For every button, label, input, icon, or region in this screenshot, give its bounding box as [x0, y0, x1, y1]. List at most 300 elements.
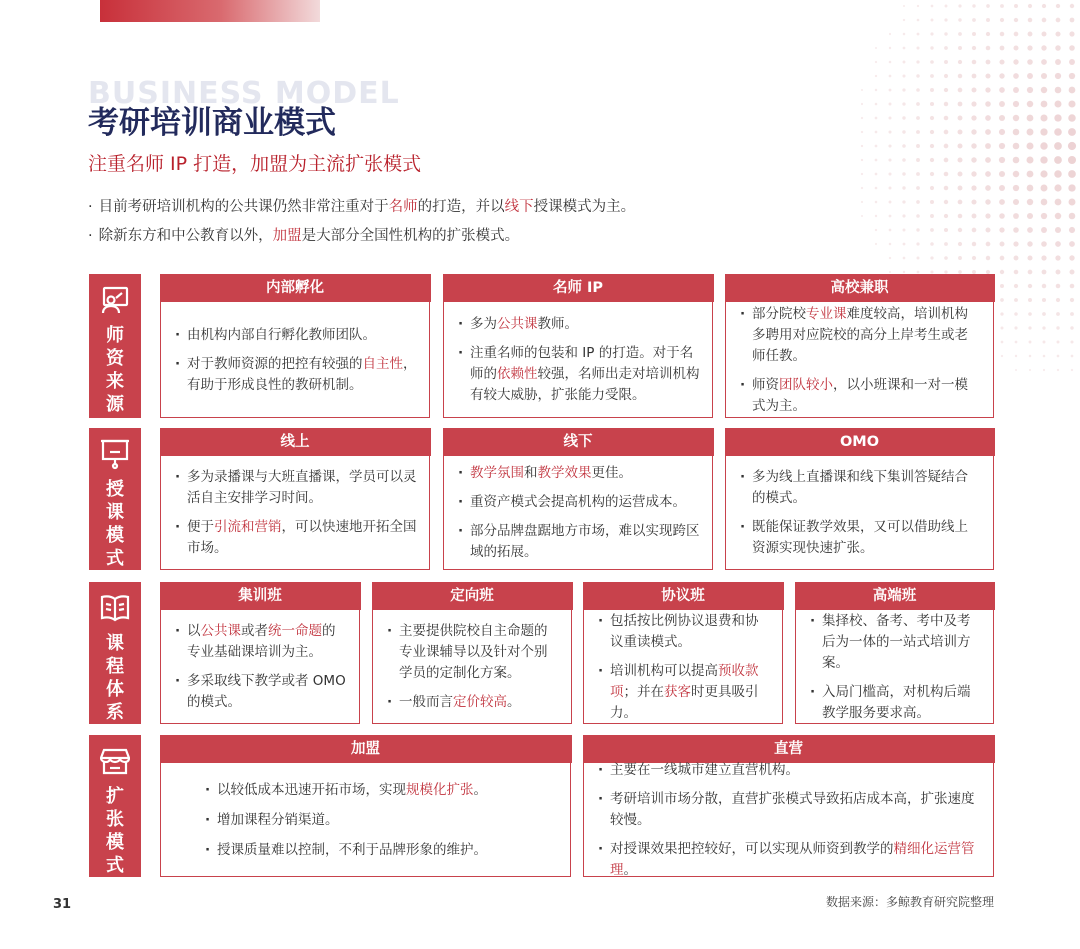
book-icon — [99, 590, 131, 626]
card-title: 高校兼职 — [725, 274, 995, 302]
decorative-dot — [958, 88, 963, 93]
decorative-dot — [957, 129, 962, 134]
decorative-dot — [958, 102, 963, 107]
body-text: 教师。 — [537, 316, 578, 332]
body-text: 的打造，并以 — [417, 199, 505, 215]
bullet-dot: · — [88, 228, 93, 244]
bullet-dot: · — [88, 199, 93, 215]
decorative-dot — [1042, 270, 1047, 275]
decorative-dot — [1027, 185, 1034, 192]
decorative-dot — [1013, 115, 1019, 121]
decorative-dot — [972, 74, 977, 79]
decorative-dot — [1029, 355, 1032, 358]
decorative-dot — [1057, 355, 1060, 358]
decorative-dot — [985, 129, 991, 135]
decorative-dot — [930, 242, 934, 246]
decorative-dot — [971, 87, 976, 92]
section-label-text: 师资来源 — [106, 325, 124, 415]
card-bullet-item — [598, 789, 981, 831]
decorative-dot — [1042, 4, 1046, 8]
intro-line-1 — [88, 195, 635, 224]
body-text: 以较低成本迅速开拓市场，实现 — [217, 782, 406, 798]
highlight-text: 教学效果 — [537, 465, 592, 481]
decorative-dot — [958, 60, 962, 64]
decorative-dot — [1027, 157, 1034, 164]
decorative-dot — [944, 242, 948, 246]
card-title: 线下 — [443, 428, 714, 456]
decorative-dot — [902, 214, 905, 217]
decorative-dot — [861, 187, 863, 189]
section-label-course-system — [89, 582, 141, 724]
decorative-dot — [875, 61, 877, 63]
decorative-dot — [902, 88, 905, 91]
decorative-dot — [1029, 369, 1031, 371]
body-text: ，可以快速地开拓全国市场。 — [187, 519, 417, 556]
card-title: 名师 IP — [443, 274, 714, 302]
decorative-dot — [1013, 143, 1020, 150]
card-title: 定向班 — [372, 582, 573, 610]
card-item-list — [175, 467, 417, 559]
section-label-text: 授课模式 — [106, 479, 124, 569]
decorative-dot — [1057, 369, 1059, 371]
decorative-dot — [1041, 31, 1046, 36]
decorative-dot — [1069, 227, 1075, 233]
decorative-dot — [1027, 73, 1033, 79]
data-source-note: 数据来源：多鲸教育研究院整理 — [825, 895, 994, 909]
decorative-dot — [1069, 73, 1075, 79]
decorative-dot — [1000, 298, 1004, 302]
decorative-dot — [986, 32, 990, 36]
decorative-dot — [958, 200, 963, 205]
highlight-text: 统一命题 — [268, 623, 322, 639]
decorative-dot — [902, 102, 905, 105]
decorative-dot — [1055, 73, 1061, 79]
highlight-text: 依赖性 — [497, 366, 538, 382]
decorative-dot — [1027, 129, 1034, 136]
decorative-dot — [1056, 270, 1061, 275]
decorative-dot — [916, 172, 920, 176]
decorative-dot — [1055, 241, 1061, 247]
decorative-dot — [888, 116, 891, 119]
decorative-dot — [1054, 184, 1061, 191]
decorative-dot — [1029, 341, 1032, 344]
decorative-dot — [1041, 59, 1047, 65]
decorative-dot — [1027, 227, 1033, 233]
highlight-text: 团队较小 — [779, 376, 833, 393]
body-text: 。 — [623, 861, 637, 878]
section-label-text: 课程体系 — [106, 633, 124, 723]
decorative-dot — [1028, 298, 1032, 302]
decorative-dot — [1014, 284, 1018, 288]
decorative-dot — [1055, 213, 1061, 219]
decorative-dot — [972, 4, 975, 7]
decorative-dot — [971, 185, 976, 190]
card-bullet-item — [458, 343, 700, 406]
highlight-text: 教学氛围 — [470, 465, 524, 481]
decorative-dot — [1055, 199, 1062, 206]
decorative-dot — [1015, 369, 1017, 371]
decorative-dot — [999, 73, 1004, 78]
decorative-dot — [930, 200, 934, 204]
decorative-dot — [972, 32, 976, 36]
decorative-dot — [999, 101, 1005, 107]
decorative-dot — [902, 228, 905, 231]
body-text: ，以小班课和一对一模式为主。 — [752, 376, 968, 414]
decorative-dot — [861, 215, 863, 217]
decorative-dot — [1068, 184, 1075, 191]
decorative-dot — [1028, 326, 1031, 329]
card-item-list — [205, 779, 487, 861]
decorative-dot — [1015, 341, 1018, 344]
decorative-dot — [1027, 213, 1033, 219]
decorative-dot — [889, 215, 892, 218]
decorative-dot — [1015, 355, 1017, 357]
highlight-text: 精细化运营管理 — [610, 840, 975, 878]
decorative-dot — [985, 101, 991, 107]
decorative-dot — [861, 89, 863, 91]
section-label-teaching-mode — [89, 428, 141, 570]
decorative-dot — [986, 46, 991, 51]
decorative-dot — [875, 145, 878, 148]
decorative-dot — [1027, 199, 1033, 205]
body-text: 主要在一线城市建立直营机构。 — [610, 761, 799, 778]
decorative-dot — [944, 46, 948, 50]
card-premium-class — [795, 582, 994, 724]
decorative-dot — [971, 129, 976, 134]
decorative-dot — [944, 144, 949, 149]
decorative-dot — [930, 46, 933, 49]
decorative-dot — [1042, 312, 1046, 316]
decorative-dot — [944, 186, 949, 191]
decorative-dot — [903, 257, 906, 260]
body-text: 。 — [473, 782, 487, 798]
decorative-dot — [916, 214, 920, 218]
card-bullet-item — [810, 682, 981, 724]
card-bullet-item — [740, 304, 981, 367]
body-text: 集择校、备考、考中及考后为一体的一站式培训方案。 — [822, 612, 971, 671]
body-text: 授课质量难以控制，不利于品牌形象的维护。 — [217, 842, 487, 858]
card-item-list — [810, 611, 981, 724]
decorative-dot — [875, 47, 877, 49]
card-title: 直营 — [583, 735, 995, 763]
decorative-dot — [972, 18, 976, 22]
decorative-dot — [1056, 312, 1060, 316]
decorative-dot — [1055, 255, 1060, 260]
decorative-dot — [958, 172, 963, 177]
body-text: 由机构内部自行孵化教师团队。 — [187, 326, 376, 343]
decorative-dot — [999, 115, 1005, 121]
decorative-dot — [1054, 142, 1062, 150]
decorative-dot — [1014, 18, 1018, 22]
decorative-dot — [985, 199, 990, 204]
card-item-list — [458, 463, 700, 563]
decorative-dot — [985, 143, 991, 149]
decorative-dot — [1041, 255, 1046, 260]
highlight-text: 引流和营销 — [214, 519, 282, 535]
decorative-dot — [986, 60, 991, 65]
intro-line-2 — [88, 224, 635, 253]
decorative-dot — [1040, 156, 1047, 163]
decorative-dot — [986, 256, 990, 260]
card-intensive-class — [160, 582, 360, 724]
section-label-text: 扩张模式 — [106, 786, 124, 876]
decorative-dot — [1056, 284, 1061, 289]
card-bullet-item — [175, 671, 347, 713]
decorative-dot — [930, 172, 934, 176]
decorative-dot — [958, 74, 962, 78]
decorative-dot — [916, 200, 920, 204]
decorative-dot — [930, 32, 933, 35]
decorative-dot — [986, 4, 990, 8]
decorative-dot — [1068, 170, 1076, 178]
card-bullet-item — [810, 611, 981, 674]
body-text: 对于教师资源的把控有较强的 — [187, 355, 363, 372]
decorative-dot — [1069, 199, 1076, 206]
decorative-dot — [1041, 87, 1047, 93]
highlight-text: 专业课 — [806, 305, 847, 322]
decorative-dot — [1043, 369, 1045, 371]
decorative-dot — [1054, 156, 1062, 164]
decorative-dot — [1014, 298, 1018, 302]
decorative-dot — [945, 5, 948, 8]
decorative-dot — [916, 88, 920, 92]
presentation-icon — [100, 436, 130, 472]
decorative-dot — [1071, 355, 1074, 358]
watermark-text: BUSINESS MODEL — [88, 76, 400, 111]
store-icon — [100, 743, 130, 779]
decorative-dot — [916, 130, 920, 134]
decorative-dot — [875, 187, 878, 190]
decorative-dot — [889, 243, 892, 246]
decorative-dot — [917, 257, 920, 260]
decorative-dot — [916, 144, 920, 148]
decorative-dot — [1013, 59, 1018, 64]
decorative-dot — [1013, 227, 1019, 233]
highlight-text: 加盟 — [272, 228, 302, 244]
teacher-icon — [100, 282, 130, 318]
body-text: 的专业基础课培训为主。 — [187, 623, 336, 660]
body-text: ；并在 — [623, 683, 664, 700]
card-bullet-item — [205, 839, 487, 861]
decorative-dot — [1013, 213, 1019, 219]
decorative-dot — [902, 172, 905, 175]
highlight-text: 预收款项 — [610, 662, 759, 700]
decorative-dot — [917, 5, 919, 7]
intro-list — [88, 195, 635, 253]
body-text: 重资产模式会提高机构的运营成本。 — [470, 494, 686, 510]
decorative-dot — [986, 228, 991, 233]
decorative-dot — [916, 60, 919, 63]
decorative-dot — [1028, 284, 1032, 288]
decorative-dot — [930, 228, 934, 232]
decorative-dot — [916, 46, 919, 49]
decorative-dot — [1041, 185, 1048, 192]
body-text: 入局门槛高，对机构后端教学服务要求高。 — [822, 683, 971, 721]
card-bullet-item — [175, 621, 347, 663]
highlight-text: 获客 — [664, 683, 691, 700]
decorative-dot — [916, 186, 920, 190]
body-text: 便于 — [187, 519, 214, 535]
decorative-dot — [1069, 241, 1075, 247]
card-bullet-item — [387, 692, 559, 713]
decorative-dot — [1070, 284, 1075, 289]
decorative-dot — [889, 201, 892, 204]
decorative-dot — [1013, 171, 1020, 178]
decorative-dot — [875, 229, 877, 231]
decorative-dot — [1056, 18, 1061, 23]
decorative-dot — [1068, 142, 1076, 150]
decorative-dot — [889, 257, 891, 259]
body-text: 包括按比例协议退费和协议重读模式。 — [610, 612, 759, 650]
card-bullet-item — [175, 517, 417, 559]
decorative-dot — [1069, 59, 1075, 65]
decorative-dot — [916, 102, 920, 106]
body-text: 多为 — [470, 316, 497, 332]
decorative-dot — [999, 213, 1005, 219]
decorative-dot — [971, 143, 976, 148]
decorative-dot — [1000, 32, 1005, 37]
decorative-dot — [1070, 4, 1074, 8]
decorative-dot — [985, 185, 991, 191]
decorative-dot — [1041, 227, 1047, 233]
decorative-dot — [1054, 170, 1062, 178]
decorative-dot — [1027, 115, 1034, 122]
decorative-dot — [999, 129, 1005, 135]
decorative-dot — [1056, 326, 1059, 329]
decorative-dot — [1013, 129, 1020, 136]
decorative-dot — [917, 33, 920, 36]
decorative-dot — [1013, 73, 1019, 79]
card-bullet-item — [458, 521, 700, 563]
decorative-dot — [1070, 18, 1075, 23]
card-title: OMO — [725, 428, 995, 456]
decorative-dot — [1069, 255, 1074, 260]
card-bullet-item — [175, 354, 417, 396]
decorative-dot — [916, 74, 919, 77]
decorative-dot — [944, 158, 949, 163]
decorative-dot — [875, 243, 877, 245]
decorative-dot — [1054, 128, 1062, 136]
body-text: 师资 — [752, 376, 779, 393]
card-agreement-class — [583, 582, 783, 724]
decorative-dot — [958, 242, 962, 246]
decorative-dot — [930, 116, 934, 120]
decorative-dot — [888, 172, 891, 175]
body-text: 目前考研培训机构的公共课仍然非常注重对于 — [98, 199, 389, 215]
decorative-dot — [1000, 4, 1004, 8]
card-bullet-item — [740, 517, 981, 559]
decorative-dot — [999, 199, 1005, 205]
section-label-teacher-source — [89, 274, 141, 418]
highlight-text: 名师 — [388, 199, 418, 215]
card-famous-teacher-ip — [443, 274, 713, 418]
body-text: 是大部分全国性机构的扩张模式。 — [301, 228, 520, 244]
decorative-dot — [944, 60, 948, 64]
decorative-dot — [972, 46, 976, 50]
decorative-dot — [1069, 45, 1075, 51]
decorative-dot — [875, 201, 878, 204]
decorative-dot — [1001, 355, 1003, 357]
card-item-list — [740, 467, 981, 559]
decorative-dot — [957, 157, 962, 162]
decorative-dot — [902, 116, 905, 119]
page-subtitle: 注重名师 IP 打造，加盟为主流扩张模式 — [88, 153, 422, 175]
decorative-dot — [861, 159, 863, 161]
decorative-dot — [999, 171, 1005, 177]
decorative-dot — [1001, 327, 1004, 330]
body-text: 注重名师的包装和 IP 的打造。对于名师的 — [470, 345, 694, 382]
decorative-dot — [902, 186, 905, 189]
decorative-dot — [930, 74, 934, 78]
card-targeted-class — [372, 582, 572, 724]
decorative-dot — [888, 144, 891, 147]
decorative-dot — [903, 19, 905, 21]
decorative-dot — [1000, 312, 1003, 315]
decorative-dot — [875, 215, 877, 217]
page-title: 考研培训商业模式 — [88, 105, 336, 141]
card-bullet-item — [387, 621, 559, 684]
decorative-dot — [1054, 114, 1061, 121]
body-text: 较强，名师出走对培训机构有较大威胁，扩张能力受限。 — [470, 366, 700, 403]
decorative-dot — [985, 73, 990, 78]
body-text: 对授课效果把控较好，可以实现从师资到教学的 — [610, 840, 894, 857]
decorative-dot — [930, 158, 934, 162]
card-offline — [443, 428, 713, 570]
decorative-dot — [1056, 340, 1059, 343]
body-text: 时更具吸引力。 — [610, 683, 759, 721]
decorative-dot — [916, 116, 920, 120]
card-title: 线上 — [160, 428, 431, 456]
decorative-dot — [958, 116, 963, 121]
card-item-list — [740, 304, 981, 417]
decorative-dot — [971, 199, 976, 204]
decorative-dot — [972, 214, 977, 219]
decorative-dot — [1042, 18, 1047, 23]
decorative-dot — [958, 228, 962, 232]
decorative-dot — [930, 102, 934, 106]
decorative-dot — [999, 87, 1005, 93]
decorative-dot — [889, 47, 891, 49]
decorative-dot — [1055, 87, 1062, 94]
decorative-dot — [889, 89, 892, 92]
section-label-expansion-mode — [89, 735, 141, 877]
decorative-dot — [916, 228, 919, 231]
decorative-dot — [1028, 4, 1032, 8]
highlight-text: 规模化扩张 — [406, 782, 474, 798]
decorative-dot — [999, 59, 1004, 64]
decorative-dot — [861, 173, 863, 175]
decorative-dot — [889, 103, 892, 106]
card-omo — [725, 428, 994, 570]
decorative-dot — [958, 186, 963, 191]
decorative-dot — [903, 61, 906, 64]
decorative-dot — [999, 157, 1005, 163]
decorative-dot — [902, 144, 906, 148]
decorative-dot — [944, 172, 949, 177]
decorative-dot — [1028, 312, 1032, 316]
body-text: 难度较高，培训机构多聘用对应院校的高分上岸考生或老师任教。 — [752, 305, 968, 364]
decorative-dot — [985, 213, 990, 218]
card-bullet-item — [740, 467, 981, 509]
decorative-dot — [944, 228, 948, 232]
card-bullet-item — [175, 325, 417, 346]
decorative-dot — [1013, 157, 1020, 164]
decorative-dot — [1041, 45, 1046, 50]
decorative-dot — [903, 5, 905, 7]
decorative-dot — [1042, 284, 1046, 288]
decorative-dot — [889, 75, 892, 78]
body-text: 培训机构可以提高 — [610, 662, 718, 679]
